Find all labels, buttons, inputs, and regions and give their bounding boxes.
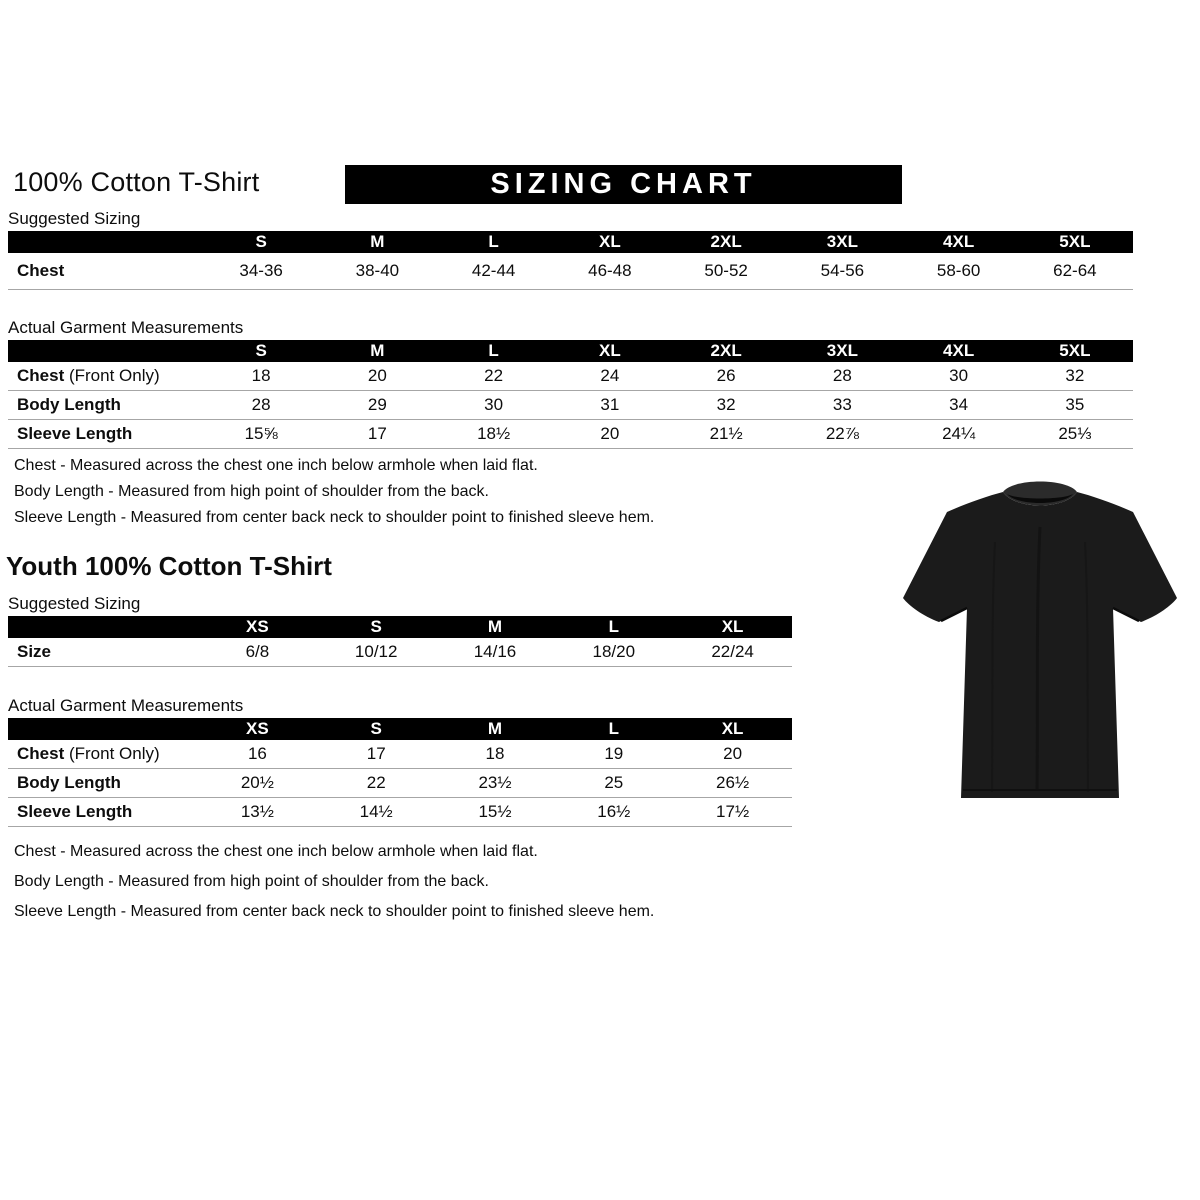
cell: 50-52 (668, 253, 784, 290)
column-header: L (554, 718, 673, 740)
cell: 22/24 (673, 638, 792, 667)
cell: 22 (317, 769, 436, 798)
cell: 24 (552, 362, 668, 391)
table-header-row (8, 718, 792, 740)
cell: 24¼ (901, 420, 1017, 449)
row-label (8, 769, 198, 798)
row-label-text: Sleeve Length (17, 802, 133, 821)
cell: 46-48 (552, 253, 668, 290)
row-label-text: Size (17, 642, 52, 661)
table-row (8, 798, 792, 827)
column-header: S (317, 616, 436, 638)
cell: 58-60 (901, 253, 1017, 290)
column-header: M (436, 616, 555, 638)
cell: 25⅓ (1017, 420, 1133, 449)
table-row (8, 391, 1133, 420)
cell: 28 (203, 391, 319, 420)
table-row (8, 420, 1133, 449)
cell: 34 (901, 391, 1017, 420)
column-header-empty (8, 340, 203, 362)
youth-actual-measurements-label: Actual Garment Measurements (8, 696, 244, 715)
row-label (8, 362, 203, 391)
row-label (8, 391, 203, 420)
column-header: M (319, 231, 435, 253)
column-header: XS (198, 718, 317, 740)
column-header: 3XL (784, 340, 900, 362)
tshirt-graphic (895, 472, 1185, 812)
row-label-text: Body Length (17, 395, 121, 414)
column-header: S (203, 340, 319, 362)
column-header: L (554, 616, 673, 638)
cell: 18/20 (554, 638, 673, 667)
cell: 15⅝ (203, 420, 319, 449)
cell: 31 (552, 391, 668, 420)
cell: 32 (1017, 362, 1133, 391)
row-label (8, 740, 198, 769)
row-label-text: Chest (17, 366, 65, 385)
cell: 20 (673, 740, 792, 769)
cell: 62-64 (1017, 253, 1133, 290)
column-header: 2XL (668, 231, 784, 253)
cell: 14½ (317, 798, 436, 827)
cell: 30 (901, 362, 1017, 391)
row-label (8, 253, 203, 290)
column-header: S (203, 231, 319, 253)
cell: 14/16 (436, 638, 555, 667)
cell: 18½ (436, 420, 552, 449)
cell: 6/8 (198, 638, 317, 667)
youth-suggested-sizing-table (8, 616, 792, 667)
cell: 20½ (198, 769, 317, 798)
column-header-empty (8, 718, 198, 740)
row-label-text: Chest (17, 744, 65, 763)
cell: 18 (203, 362, 319, 391)
row-label-text: Chest (17, 261, 65, 280)
cell: 13½ (198, 798, 317, 827)
column-header-empty (8, 231, 203, 253)
column-header: 4XL (901, 231, 1017, 253)
cell: 21½ (668, 420, 784, 449)
cell: 17 (317, 740, 436, 769)
cell: 20 (552, 420, 668, 449)
cell: 29 (319, 391, 435, 420)
adult-actual-measurements-table (8, 340, 1133, 449)
youth-measurement-notes (14, 842, 654, 932)
cell: 25 (554, 769, 673, 798)
table-row (8, 769, 792, 798)
column-header: 5XL (1017, 340, 1133, 362)
column-header: 2XL (668, 340, 784, 362)
cell: 10/12 (317, 638, 436, 667)
note-line: Sleeve Length - Measured from center back neck to shoulder point to finished sleeve hem. (14, 509, 655, 526)
cell: 54-56 (784, 253, 900, 290)
column-header: XL (552, 231, 668, 253)
table-row (8, 362, 1133, 391)
cell: 18 (436, 740, 555, 769)
column-header: L (436, 340, 552, 362)
cell: 17 (319, 420, 435, 449)
column-header: 4XL (901, 340, 1017, 362)
cell: 22 (436, 362, 552, 391)
note-line: Chest - Measured across the chest one inch below armhole when laid flat. (14, 843, 538, 860)
row-label (8, 798, 198, 827)
row-label (8, 420, 203, 449)
cell: 22⅞ (784, 420, 900, 449)
cell: 42-44 (436, 253, 552, 290)
cell: 16½ (554, 798, 673, 827)
cell: 26 (668, 362, 784, 391)
column-header: XL (673, 616, 792, 638)
adult-suggested-sizing-table (8, 231, 1133, 290)
column-header: S (317, 718, 436, 740)
youth-actual-measurements-table (8, 718, 792, 827)
cell: 23½ (436, 769, 555, 798)
row-label-suffix: (Front Only) (64, 366, 160, 385)
column-header: 5XL (1017, 231, 1133, 253)
table-row (8, 638, 792, 667)
note-line: Body Length - Measured from high point of shoulder from the back. (14, 483, 489, 500)
note-line: Sleeve Length - Measured from center back neck to shoulder point to finished sleeve hem. (14, 903, 655, 920)
cell: 35 (1017, 391, 1133, 420)
cell: 30 (436, 391, 552, 420)
youth-suggested-sizing-label: Suggested Sizing (8, 594, 141, 613)
sizing-chart-banner: SIZING CHART (345, 165, 902, 204)
column-header: 3XL (784, 231, 900, 253)
adult-actual-measurements-label: Actual Garment Measurements (8, 318, 244, 337)
tshirt-image (895, 472, 1185, 812)
cell: 32 (668, 391, 784, 420)
adult-measurement-notes (14, 456, 654, 534)
column-header: XL (552, 340, 668, 362)
cell: 15½ (436, 798, 555, 827)
table-row (8, 253, 1133, 290)
column-header: XS (198, 616, 317, 638)
cell: 16 (198, 740, 317, 769)
table-header-row (8, 616, 792, 638)
cell: 26½ (673, 769, 792, 798)
table-row (8, 740, 792, 769)
row-label-suffix: (Front Only) (64, 744, 160, 763)
column-header: XL (673, 718, 792, 740)
page-title: 100% Cotton T-Shirt (13, 167, 260, 197)
note-line: Chest - Measured across the chest one inch below armhole when laid flat. (14, 457, 538, 474)
youth-section-title: Youth 100% Cotton T-Shirt (6, 551, 332, 581)
cell: 17½ (673, 798, 792, 827)
cell: 33 (784, 391, 900, 420)
row-label (8, 638, 198, 667)
table-header-row (8, 231, 1133, 253)
cell: 28 (784, 362, 900, 391)
column-header: L (436, 231, 552, 253)
note-line: Body Length - Measured from high point of shoulder from the back. (14, 873, 489, 890)
adult-suggested-sizing-label: Suggested Sizing (8, 209, 141, 228)
row-label-text: Body Length (17, 773, 121, 792)
cell: 34-36 (203, 253, 319, 290)
column-header-empty (8, 616, 198, 638)
cell: 19 (554, 740, 673, 769)
table-header-row (8, 340, 1133, 362)
cell: 20 (319, 362, 435, 391)
row-label-text: Sleeve Length (17, 424, 133, 443)
cell: 38-40 (319, 253, 435, 290)
column-header: M (436, 718, 555, 740)
column-header: M (319, 340, 435, 362)
